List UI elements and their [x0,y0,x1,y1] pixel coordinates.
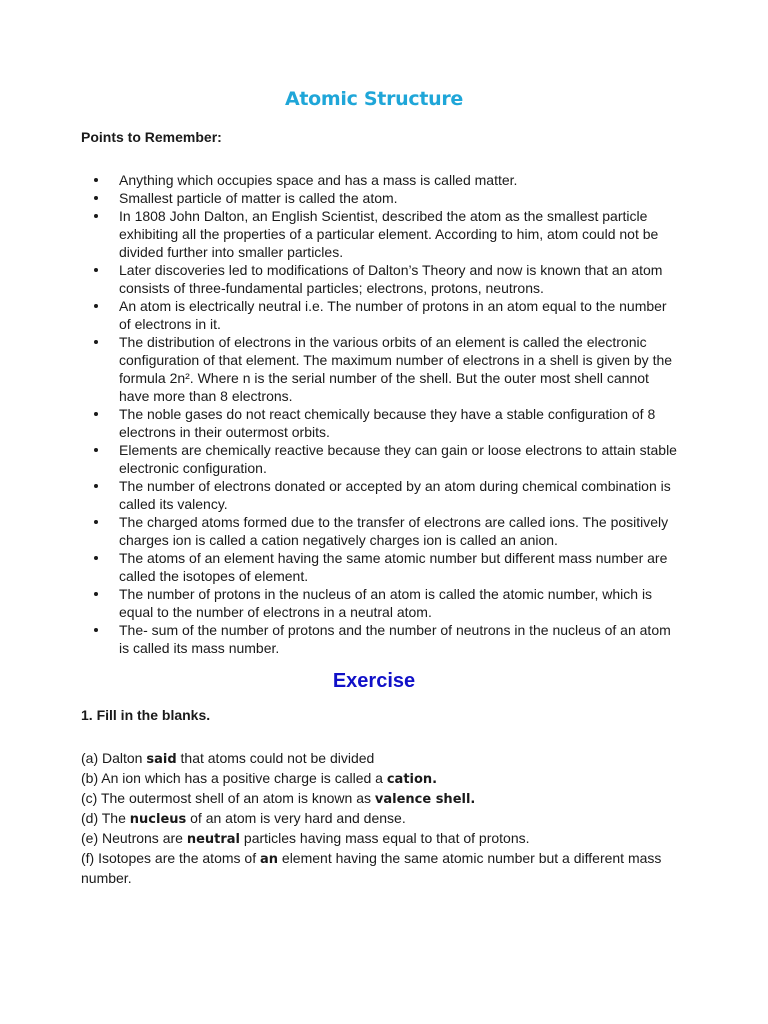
answer-bold: valence shell. [374,792,476,807]
answer-line [81,809,681,829]
point-text: The charged atoms formed due to the transfer of electrons are called ions. The positively charges ion is called a cation negatively charges ion is called an anion. [119,514,669,548]
list-item [81,207,681,261]
point-text: The noble gases do not react chemically because they have a stable configuration of 8 electrons in their outermost orbits. [119,406,656,440]
point-text: Elements are chemically reactive because they can gain or loose electrons to attain stable electronic configuration. [119,442,677,476]
list-item [81,261,681,297]
bullet-icon [94,268,98,272]
answer-line [81,769,681,789]
list-item [81,441,681,477]
list-item [81,333,681,405]
answer-bold: nucleus [129,812,187,827]
bullet-icon [94,214,98,218]
answer-text: element having the same atomic number but a different mass number. [81,850,662,886]
bullet-icon [94,340,98,344]
point-text: The number of protons in the nucleus of an atom is called the atomic number, which is equal to the number of electrons in a neutral atom. [119,586,653,620]
point-text: The number of electrons donated or accepted by an atom during chemical combination is called its valency. [119,478,671,512]
list-item [81,297,681,333]
answer-bold: cation. [386,772,438,787]
point-text: The- sum of the number of protons and the number of neutrons in the nucleus of an atom is called its mass number. [119,622,671,656]
bullet-icon [94,178,98,182]
list-item [81,477,681,513]
document-title: Atomic Structure [284,88,464,110]
bullet-icon [94,412,98,416]
list-item [81,549,681,585]
fill-blanks-heading: 1. Fill in the blanks. [81,707,211,723]
points-heading: Points to Remember: [81,129,222,145]
list-item [81,621,681,657]
answer-text: of an atom is very hard and dense. [186,810,406,826]
answer-bold: an [259,852,279,867]
answer-text: (a) Dalton [81,750,147,766]
bullet-icon [94,484,98,488]
answer-text: (b) An ion which has a positive charge is called a [81,770,387,786]
answer-text: (e) Neutrons are [81,830,187,846]
answer-bold: neutral [186,832,241,847]
list-item [81,513,681,549]
bullet-icon [94,196,98,200]
answers-list [81,749,681,887]
point-text: An atom is electrically neutral i.e. The number of protons in an atom equal to the number of electrons in it. [119,298,667,332]
bullet-icon [94,592,98,596]
list-item [81,585,681,621]
point-text: Later discoveries led to modifications of Dalton’s Theory and now is known that an atom consists of three-fundamental particles; electrons, protons, neutrons. [119,262,663,296]
answer-text: (c) The outermost shell of an atom is known as [81,790,375,806]
bullet-icon [94,448,98,452]
bullet-icon [94,304,98,308]
bullet-icon [94,520,98,524]
answer-text: particles having mass equal to that of protons. [240,830,530,846]
point-text: In 1808 John Dalton, an English Scientist, described the atom as the smallest particle exhibiting all the properties of a particular element. According to him, atom could not be divided further into smaller particles. [119,208,659,260]
bullet-icon [94,556,98,560]
answer-line [81,849,681,887]
exercise-title: Exercise [332,670,416,692]
answer-line [81,829,681,849]
answer-text: (f) Isotopes are the atoms of [81,850,260,866]
answer-line [81,749,681,769]
answer-text: that atoms could not be divided [176,750,375,766]
answer-line [81,789,681,809]
point-text: The distribution of electrons in the various orbits of an element is called the electronic configuration of that element. The maximum number of electrons in a shell is given by the formula 2n². Where n is the serial number of the shell. But the outer most shell cannot have more than 8 electrons. [119,334,673,404]
list-item [81,189,681,207]
bullet-icon [94,628,98,632]
answer-bold: said [146,752,177,767]
point-text: Smallest particle of matter is called the atom. [119,190,398,206]
list-item [81,171,681,189]
points-list [81,171,681,657]
point-text: Anything which occupies space and has a mass is called matter. [119,172,518,188]
point-text: The atoms of an element having the same atomic number but different mass number are called the isotopes of element. [119,550,668,584]
answer-text: (d) The [81,810,130,826]
list-item [81,405,681,441]
